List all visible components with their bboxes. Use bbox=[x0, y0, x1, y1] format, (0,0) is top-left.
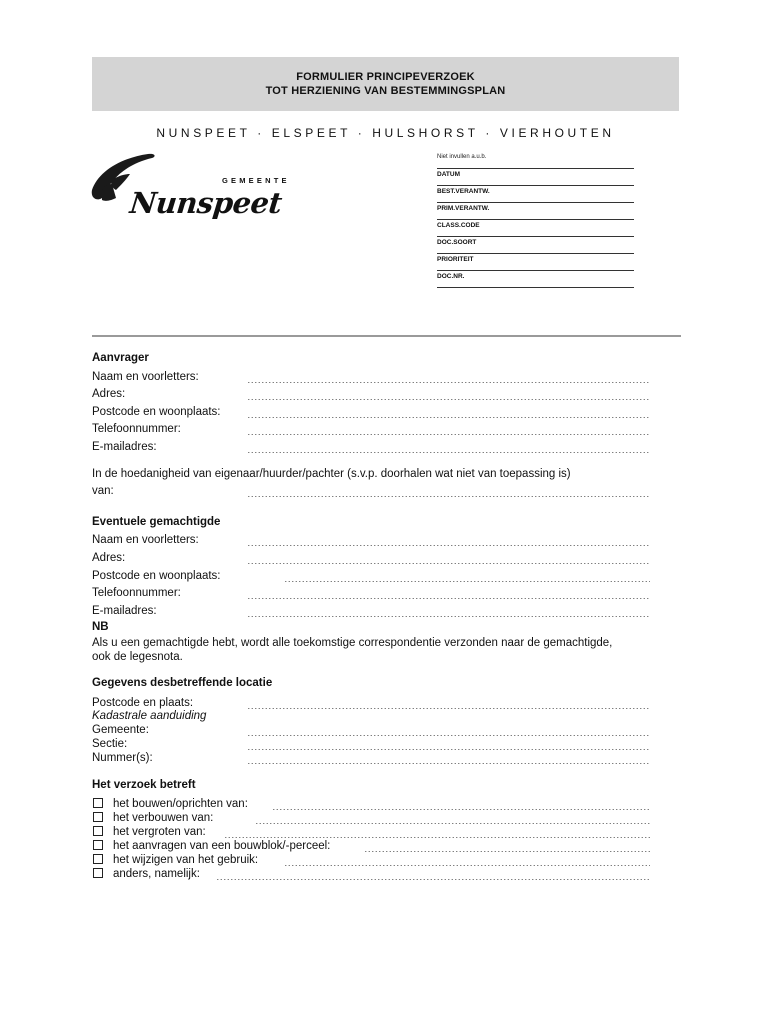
places-line: NUNSPEET · ELSPEET · HULSHORST · VIERHOUTEN bbox=[156, 126, 615, 140]
request-option-plot bbox=[92, 839, 652, 853]
location-section-field[interactable] bbox=[247, 749, 650, 750]
request-option-other bbox=[92, 867, 652, 881]
request-renovate-label: het verbouwen van: bbox=[113, 812, 214, 824]
request-use-field[interactable] bbox=[284, 865, 650, 866]
request-build-checkbox[interactable] bbox=[93, 798, 103, 808]
location-cadastral-label: Kadastrale aanduiding bbox=[92, 710, 207, 722]
request-build-label: het bouwen/oprichten van: bbox=[113, 798, 248, 810]
authorized-postcode-label: Postcode en woonplaats: bbox=[92, 570, 221, 582]
office-field-doc-soort: DOC.SOORT bbox=[437, 236, 634, 253]
office-use-note: Niet invullen a.u.b. bbox=[437, 154, 487, 160]
applicant-email-label: E-mailadres: bbox=[92, 441, 157, 453]
applicant-capacity-label: van: bbox=[92, 485, 114, 497]
request-renovate-checkbox[interactable] bbox=[93, 812, 103, 822]
request-enlarge-field[interactable] bbox=[224, 837, 650, 838]
office-field-datum: DATUM bbox=[437, 168, 634, 185]
location-municipality-row bbox=[92, 723, 652, 737]
office-field-end-line bbox=[437, 287, 634, 290]
authorized-phone-field[interactable] bbox=[247, 598, 650, 599]
office-field-class-code: CLASS.CODE bbox=[437, 219, 634, 236]
request-use-checkbox[interactable] bbox=[93, 854, 103, 864]
request-enlarge-label: het vergroten van: bbox=[113, 826, 206, 838]
location-postcode-label: Postcode en plaats: bbox=[92, 697, 194, 709]
municipality-logo bbox=[90, 150, 300, 230]
location-heading: Gegevens desbetreffende locatie bbox=[92, 677, 273, 689]
applicant-name-field[interactable] bbox=[247, 382, 650, 383]
location-postcode-row bbox=[92, 696, 652, 710]
nb-text bbox=[92, 636, 692, 664]
office-field-prioriteit: PRIORITEIT bbox=[437, 253, 634, 270]
request-renovate-field[interactable] bbox=[255, 823, 650, 824]
office-field-doc-nr: DOC.NR. bbox=[437, 270, 634, 287]
applicant-phone-field[interactable] bbox=[247, 434, 650, 435]
authorized-address-row bbox=[92, 551, 652, 565]
authorized-postcode-row bbox=[92, 569, 652, 583]
form-title-line1: FORMULIER PRINCIPEVERZOEK bbox=[296, 71, 475, 83]
authorized-address-field[interactable] bbox=[247, 563, 650, 564]
applicant-postcode-row bbox=[92, 405, 652, 419]
location-municipality-field[interactable] bbox=[247, 735, 650, 736]
logo-wordmark: Nunspeet bbox=[128, 186, 284, 220]
applicant-name-row bbox=[92, 370, 652, 384]
request-option-use bbox=[92, 853, 652, 867]
location-section-label: Sectie: bbox=[92, 738, 128, 750]
office-field-best-verantw: BEST.VERANTW. bbox=[437, 185, 634, 202]
request-use-label: het wijzigen van het gebruik: bbox=[113, 854, 259, 866]
authorized-name-row bbox=[92, 533, 652, 547]
nb-heading: NB bbox=[92, 621, 109, 633]
authorized-email-label: E-mailadres: bbox=[92, 605, 157, 617]
authorized-heading: Eventuele gemachtigde bbox=[92, 516, 221, 528]
request-heading: Het verzoek betreft bbox=[92, 779, 196, 791]
applicant-phone-row bbox=[92, 422, 652, 436]
applicant-name-label: Naam en voorletters: bbox=[92, 371, 199, 383]
authorized-email-field[interactable] bbox=[247, 616, 650, 617]
authorized-name-field[interactable] bbox=[247, 545, 650, 546]
nb-line2: ook de legesnota. bbox=[92, 651, 183, 663]
logo-gemeente-text: GEMEENTE bbox=[222, 176, 290, 185]
applicant-capacity-field[interactable] bbox=[247, 496, 650, 497]
applicant-capacity-row bbox=[92, 484, 652, 498]
request-plot-label: het aanvragen van een bouwblok/-perceel: bbox=[113, 840, 331, 852]
applicant-address-label: Adres: bbox=[92, 388, 126, 400]
applicant-email-field[interactable] bbox=[247, 452, 650, 453]
location-municipality-label: Gemeente: bbox=[92, 724, 149, 736]
office-use-block bbox=[437, 154, 634, 290]
applicant-phone-label: Telefoonnummer: bbox=[92, 423, 181, 435]
location-number-label: Nummer(s): bbox=[92, 752, 153, 764]
location-section-row bbox=[92, 737, 652, 751]
location-number-row bbox=[92, 751, 652, 765]
authorized-postcode-field[interactable] bbox=[284, 581, 650, 582]
applicant-address-field[interactable] bbox=[247, 399, 650, 400]
applicant-heading: Aanvrager bbox=[92, 352, 149, 364]
request-other-label: anders, namelijk: bbox=[113, 868, 200, 880]
applicant-email-row bbox=[92, 440, 652, 454]
applicant-postcode-field[interactable] bbox=[247, 417, 650, 418]
authorized-phone-row bbox=[92, 586, 652, 600]
nb-line1: Als u een gemachtigde hebt, wordt alle toekomstige correspondentie verzonden naar de gemachtigde, bbox=[92, 637, 613, 649]
authorized-address-label: Adres: bbox=[92, 552, 126, 564]
request-enlarge-checkbox[interactable] bbox=[93, 826, 103, 836]
applicant-postcode-label: Postcode en woonplaats: bbox=[92, 406, 221, 418]
request-build-field[interactable] bbox=[272, 809, 650, 810]
request-option-renovate bbox=[92, 811, 652, 825]
form-title-line2: TOT HERZIENING VAN BESTEMMINGSPLAN bbox=[265, 85, 506, 97]
request-plot-checkbox[interactable] bbox=[93, 840, 103, 850]
authorized-phone-label: Telefoonnummer: bbox=[92, 587, 181, 599]
authorized-name-label: Naam en voorletters: bbox=[92, 534, 199, 546]
office-field-prim-verantw: PRIM.VERANTW. bbox=[437, 202, 634, 219]
form-title-box bbox=[92, 57, 679, 111]
request-other-checkbox[interactable] bbox=[93, 868, 103, 878]
request-option-enlarge bbox=[92, 825, 652, 839]
request-plot-field[interactable] bbox=[364, 851, 650, 852]
applicant-capacity-text: In de hoedanigheid van eigenaar/huurder/pachter (s.v.p. doorhalen wat niet van toepassing is) bbox=[92, 468, 571, 480]
request-option-build bbox=[92, 797, 652, 811]
authorized-email-row bbox=[92, 604, 652, 618]
section-divider bbox=[92, 335, 681, 337]
applicant-address-row bbox=[92, 387, 652, 401]
location-postcode-field[interactable] bbox=[247, 708, 650, 709]
location-number-field[interactable] bbox=[247, 763, 650, 764]
request-other-field[interactable] bbox=[216, 879, 650, 880]
